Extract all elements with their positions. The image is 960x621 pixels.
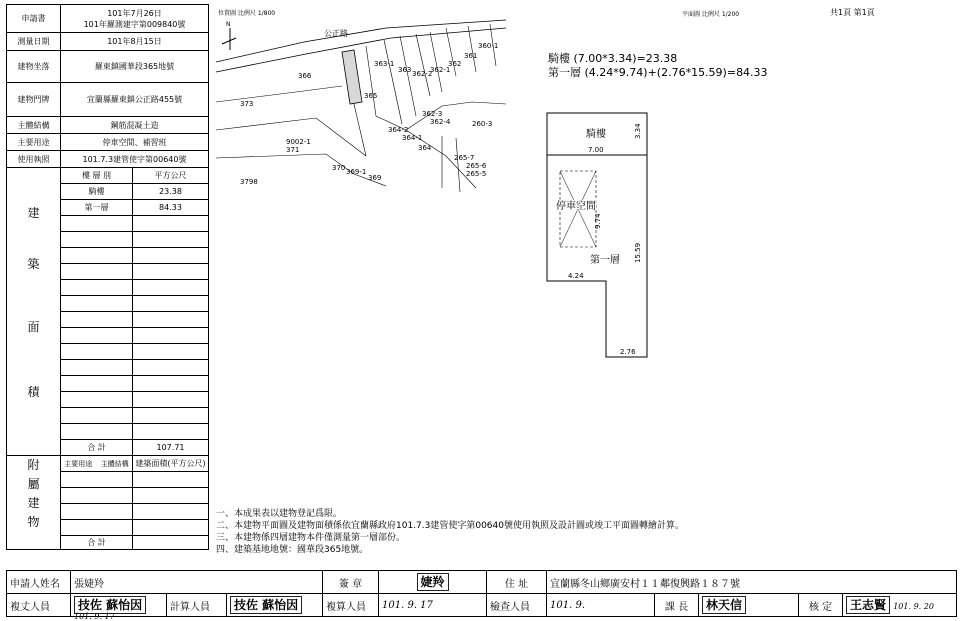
note-item: 一、本成果表以建物登記爲限。 bbox=[216, 509, 343, 519]
area-char: 築 bbox=[27, 257, 40, 271]
area-char: 面 bbox=[27, 320, 40, 334]
rechecker-date: 101. 9. 17 bbox=[382, 599, 433, 611]
reviewer-label: 複丈人員 bbox=[7, 594, 71, 617]
attached-col1: 主要用途 bbox=[64, 459, 93, 468]
lot-label: 361 bbox=[464, 52, 478, 60]
lot-label: 370 bbox=[332, 164, 346, 172]
address-label: 住 址 bbox=[487, 571, 547, 594]
attached-char: 物 bbox=[27, 515, 40, 529]
lot-label: 364-2 bbox=[388, 126, 409, 134]
area-empty bbox=[61, 424, 133, 440]
bottom-date: 101. 9. 17 bbox=[74, 612, 115, 621]
survey-date-label: 測量日期 bbox=[7, 33, 61, 51]
applicant-value bbox=[61, 5, 209, 33]
structure-value: 鋼筋混凝土造 bbox=[61, 117, 209, 134]
approve-label: 核 定 bbox=[799, 594, 843, 617]
lot-label: 371 bbox=[286, 146, 300, 154]
target-lot bbox=[342, 50, 362, 104]
seal-cell bbox=[379, 571, 487, 594]
area-header-floor: 樓 層 別 bbox=[61, 168, 133, 184]
address-value: 宜蘭縣冬山鄉廣安村１１鄰復興路１８７號 bbox=[547, 571, 957, 594]
area-empty bbox=[133, 312, 209, 328]
lot-label: 365 bbox=[364, 92, 378, 100]
lot-label: 362-3 bbox=[422, 110, 443, 118]
area-empty bbox=[133, 216, 209, 232]
lot-label: 265-5 bbox=[466, 170, 487, 178]
attached-char: 屬 bbox=[27, 477, 40, 491]
area-empty bbox=[133, 408, 209, 424]
area-empty bbox=[133, 296, 209, 312]
checker-cell bbox=[547, 594, 655, 617]
location-map bbox=[216, 6, 516, 196]
attached-char: 附 bbox=[27, 458, 40, 472]
license-value: 101.7.3建管使字第00640號 bbox=[61, 151, 209, 168]
attached-empty bbox=[133, 504, 209, 520]
location-map-svg bbox=[216, 6, 516, 196]
dim-700: 7.00 bbox=[588, 146, 604, 154]
floor-plan-svg bbox=[540, 105, 660, 375]
rechecker-cell bbox=[379, 594, 487, 617]
checker-date: 101. 9. bbox=[550, 599, 586, 611]
attached-empty bbox=[133, 472, 209, 488]
area-total-value: 107.71 bbox=[133, 440, 209, 456]
note-item: 二、本建物平面圖及建物面積係依宜蘭縣政府101.7.3建管使字第00640號使用執照及設計圖或竣工平面圖轉繪計算。 bbox=[216, 521, 684, 531]
door-value: 宜蘭縣羅東鎮公正路455號 bbox=[61, 83, 209, 117]
lot-label: 362-4 bbox=[430, 118, 451, 126]
page-number: 共1頁 第1頁 bbox=[830, 8, 875, 17]
applicant-date: 101年7月26日 bbox=[107, 8, 162, 18]
notes bbox=[216, 508, 776, 556]
area-row-floor: 騎樓 bbox=[61, 184, 133, 200]
area-header-value: 平方公尺 bbox=[133, 168, 209, 184]
area-empty bbox=[133, 248, 209, 264]
lot-label: 260-3 bbox=[472, 120, 493, 128]
approve-date: 101. 9. 20 bbox=[893, 602, 934, 611]
location-value: 羅東鎮國華段365地號 bbox=[61, 51, 209, 83]
license-label: 使用執照 bbox=[7, 151, 61, 168]
dim-424: 4.24 bbox=[568, 272, 584, 280]
area-row-value: 23.38 bbox=[133, 184, 209, 200]
area-empty bbox=[133, 360, 209, 376]
area-empty bbox=[61, 232, 133, 248]
parking-label: 停車空間 bbox=[556, 201, 596, 212]
area-row-floor: 第一層 bbox=[61, 200, 133, 216]
area-empty bbox=[133, 264, 209, 280]
structure-label: 主體結構 bbox=[7, 117, 61, 134]
calculator-stamp: 技佐 蘇怡因 bbox=[230, 596, 302, 614]
approve-cell bbox=[843, 594, 957, 617]
reviewer-stamp: 技佐 蘇怡因 bbox=[74, 596, 146, 614]
seal-label: 簽 章 bbox=[323, 571, 379, 594]
attached-empty bbox=[61, 472, 133, 488]
attached-total-label: 合 計 bbox=[61, 536, 133, 550]
lot-label: 362-2 bbox=[412, 70, 433, 78]
calc-first-floor: 第一層 (4.24*9.74)+(2.76*15.59)=84.33 bbox=[548, 66, 768, 79]
area-empty bbox=[61, 312, 133, 328]
attached-empty bbox=[133, 520, 209, 536]
use-value: 停車空間、補習班 bbox=[61, 134, 209, 151]
area-empty bbox=[133, 424, 209, 440]
area-empty bbox=[133, 376, 209, 392]
area-empty bbox=[61, 408, 133, 424]
area-side-label bbox=[7, 168, 61, 456]
svg-text:N: N bbox=[226, 21, 231, 28]
attached-side-label bbox=[7, 456, 61, 550]
area-empty bbox=[61, 296, 133, 312]
attached-col-area: 建築面積(平方公尺) bbox=[133, 456, 209, 472]
lot-label: 362 bbox=[448, 60, 462, 68]
area-empty bbox=[133, 280, 209, 296]
dim-1559: 15.59 bbox=[634, 242, 642, 263]
area-char: 積 bbox=[27, 385, 40, 399]
attached-col2: 主體結構 bbox=[100, 459, 129, 468]
lot-label: 369 bbox=[368, 174, 382, 182]
lot-label: 364-1 bbox=[402, 134, 423, 142]
attached-col-use bbox=[61, 456, 133, 472]
north-arrow-icon bbox=[222, 21, 236, 50]
attached-empty bbox=[133, 488, 209, 504]
area-empty bbox=[133, 392, 209, 408]
area-total-label: 合 計 bbox=[61, 440, 133, 456]
checker-label: 檢查人員 bbox=[487, 594, 547, 617]
calc-arcade: 騎樓 (7.00*3.34)=23.38 bbox=[548, 52, 678, 65]
attached-empty bbox=[61, 504, 133, 520]
attached-total-value bbox=[133, 536, 209, 550]
area-empty bbox=[133, 344, 209, 360]
lot-label: 363-1 bbox=[374, 60, 395, 68]
note-item: 四、建築基地地號：國華段365地號。 bbox=[216, 545, 369, 555]
area-empty bbox=[61, 392, 133, 408]
lot-label: 373 bbox=[240, 100, 254, 108]
lot-label: 9002-1 bbox=[286, 138, 311, 146]
attached-char: 建 bbox=[27, 496, 40, 510]
applicant-label: 申請書 bbox=[7, 5, 61, 33]
applicant-name-label: 申請人姓名 bbox=[7, 571, 71, 594]
lot-label: 364 bbox=[418, 144, 432, 152]
lot-label: 3798 bbox=[240, 178, 258, 186]
lot-label: 369-1 bbox=[346, 168, 367, 176]
lot-label: 366 bbox=[298, 72, 312, 80]
area-char: 建 bbox=[27, 206, 40, 220]
section-chief-label: 課 長 bbox=[655, 594, 699, 617]
floor-plan-title: 平面圖 比例尺 1/200 bbox=[682, 11, 740, 18]
approve-stamp: 王志賢 bbox=[846, 596, 890, 614]
applicant-name: 張婕羚 bbox=[71, 571, 323, 594]
lot-label: 360-1 bbox=[478, 42, 499, 50]
area-empty bbox=[133, 328, 209, 344]
lot-label: 363 bbox=[398, 66, 412, 74]
area-row-value: 84.33 bbox=[133, 200, 209, 216]
area-empty bbox=[61, 248, 133, 264]
section-chief-cell bbox=[699, 594, 799, 617]
dim-334: 3.34 bbox=[634, 123, 642, 139]
area-empty bbox=[61, 376, 133, 392]
area-empty bbox=[61, 360, 133, 376]
area-empty bbox=[61, 280, 133, 296]
signature-table bbox=[6, 570, 957, 617]
seal-stamp: 婕羚 bbox=[417, 573, 449, 591]
applicant-number: 101年羅測建字第009840號 bbox=[83, 19, 186, 29]
first-floor-label: 第一層 bbox=[590, 255, 620, 266]
calculator-label: 計算人員 bbox=[167, 594, 227, 617]
lot-label: 265-6 bbox=[466, 162, 487, 170]
floor-plan bbox=[540, 105, 660, 375]
road-label: 公正路 bbox=[324, 29, 348, 38]
arcade-label: 騎樓 bbox=[586, 129, 606, 140]
note-item: 三、本建物係四層建物本件僅測量第一層部份。 bbox=[216, 533, 406, 543]
area-empty bbox=[61, 328, 133, 344]
dim-974: 9.74 bbox=[594, 213, 602, 229]
area-empty bbox=[61, 344, 133, 360]
lot-label: 265-7 bbox=[454, 154, 475, 162]
location-label: 建物坐落 bbox=[7, 51, 61, 83]
dim-276: 2.76 bbox=[620, 348, 636, 356]
info-table bbox=[6, 4, 209, 550]
calculator-cell bbox=[227, 594, 323, 617]
area-empty bbox=[61, 216, 133, 232]
rechecker-label: 複算人員 bbox=[323, 594, 379, 617]
attached-empty bbox=[61, 488, 133, 504]
survey-date-value: 101年8月15日 bbox=[61, 33, 209, 51]
door-label: 建物門牌 bbox=[7, 83, 61, 117]
area-empty bbox=[61, 264, 133, 280]
use-label: 主要用途 bbox=[7, 134, 61, 151]
area-empty bbox=[133, 232, 209, 248]
location-map-title: 位置圖 比例尺 1/800 bbox=[218, 10, 276, 17]
section-chief-stamp: 林天信 bbox=[702, 596, 746, 614]
attached-empty bbox=[61, 520, 133, 536]
lot-label: 362-1 bbox=[430, 66, 451, 74]
